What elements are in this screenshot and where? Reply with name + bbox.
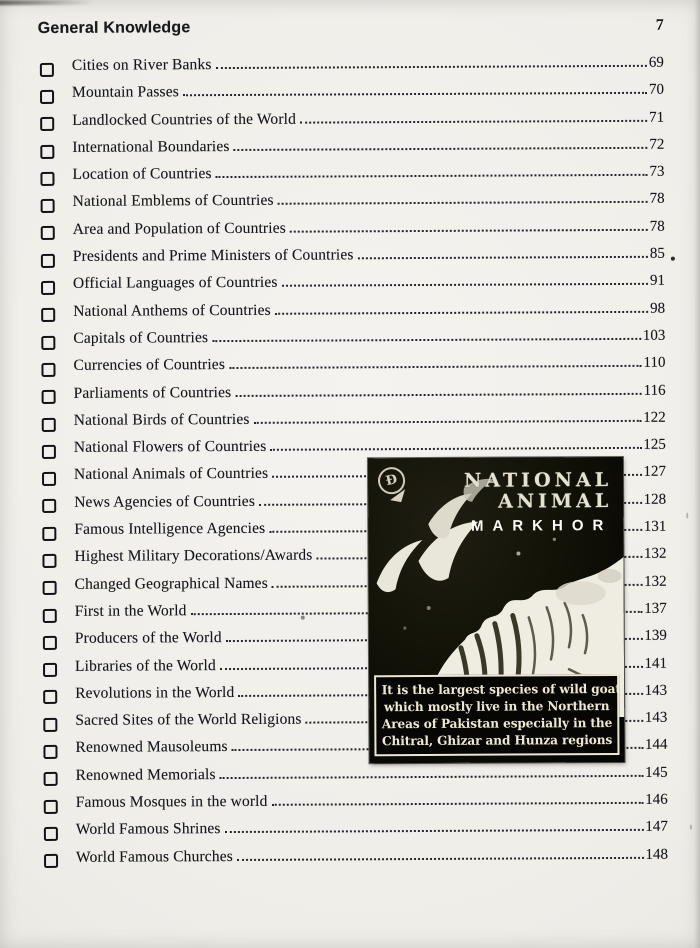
toc-entry-label: National Flowers of Countries: [73, 437, 267, 456]
inset-caption-line: Chitral, Ghizar and Hunza regions: [381, 732, 613, 749]
checkbox-icon: [41, 336, 55, 350]
checkbox-icon: [43, 581, 57, 595]
toc-entry-page: 69: [648, 54, 664, 71]
toc-entry-page: 71: [649, 109, 665, 126]
checkbox-icon: [40, 144, 54, 158]
toc-entry-label: Libraries of the World: [74, 656, 216, 675]
page-header: [38, 17, 664, 38]
inset-caption-line: Areas of Pakistan especially in the: [381, 715, 613, 732]
toc-entry-page: 143: [644, 682, 668, 699]
toc-entry-page: 122: [643, 409, 666, 426]
toc-row: [44, 763, 668, 794]
checkbox-icon: [40, 63, 54, 77]
toc-entry-page: 137: [644, 600, 667, 617]
scan-speck: [690, 825, 692, 830]
toc-entry-label: Currencies of Countries: [73, 356, 226, 375]
toc-row: [44, 818, 668, 849]
toc-entry-page: 70: [648, 82, 665, 99]
toc-entry-label: Producers of the World: [74, 629, 222, 648]
toc-row: [40, 108, 664, 139]
checkbox-icon: [40, 90, 54, 104]
dotted-leader: [278, 196, 648, 205]
markhor-inset-image: [368, 457, 625, 763]
toc-entry-label: National Birds of Countries: [73, 410, 250, 429]
dotted-leader: [237, 851, 644, 860]
toc-row: [41, 190, 665, 221]
toc-row: [40, 163, 664, 194]
toc-entry-label: Famous Mosques in the world: [75, 792, 268, 811]
toc-entry-page: 145: [645, 764, 668, 781]
checkbox-icon: [41, 254, 55, 268]
toc-row: [41, 218, 665, 249]
toc-entry-label: Area and Population of Countries: [72, 219, 286, 238]
toc-row: [40, 81, 664, 112]
toc-entry-label: International Boundaries: [72, 137, 230, 156]
checkbox-icon: [41, 226, 55, 240]
toc-entry-page: 116: [643, 382, 666, 399]
toc-entry-page: 143: [644, 709, 668, 726]
checkbox-icon: [42, 445, 56, 459]
toc-entry-label: Renowned Mausoleums: [75, 738, 228, 757]
dotted-leader: [358, 251, 648, 260]
toc-entry-page: 146: [645, 791, 668, 808]
toc-entry-label: Highest Military Decorations/Awards: [74, 546, 313, 566]
checkbox-icon: [42, 472, 56, 486]
dotted-leader: [212, 333, 641, 342]
scan-speck: [671, 257, 675, 261]
checkbox-icon: [43, 745, 57, 759]
toc-entry-page: 131: [643, 518, 667, 535]
scan-edge-shadow: [694, 0, 700, 948]
inset-caption-line: which mostly live in the Northern: [384, 698, 610, 715]
checkbox-icon: [41, 281, 55, 295]
toc-entry-label: Parliaments of Countries: [73, 383, 232, 402]
dotted-leader: [254, 415, 642, 424]
toc-row: [41, 245, 665, 276]
toc-entry-page: 98: [650, 300, 666, 317]
toc-entry-label: Mountain Passes: [71, 83, 179, 102]
toc-entry-page: 132: [643, 546, 667, 563]
dotted-leader: [290, 224, 648, 233]
toc-entry-page: 148: [645, 846, 669, 863]
toc-entry-label: World Famous Churches: [75, 847, 233, 866]
toc-entry-page: 139: [644, 627, 667, 645]
dotted-leader: [275, 305, 648, 314]
dotted-leader: [282, 278, 649, 287]
checkbox-icon: [42, 417, 56, 431]
toc-row: [41, 299, 665, 330]
publisher-logo-glyph: Ð: [384, 472, 399, 490]
toc-entry-label: News Agencies of Countries: [74, 492, 256, 511]
scan-speck: [686, 513, 688, 519]
dotted-leader: [235, 387, 641, 396]
checkbox-icon: [43, 636, 57, 650]
checkbox-icon: [43, 663, 57, 677]
toc-entry-page: 72: [649, 136, 665, 153]
toc-row: [42, 381, 666, 412]
toc-entry-label: Official Languages of Countries: [72, 274, 278, 293]
checkbox-icon: [43, 690, 57, 704]
inset-title-line-3: MARKHOR: [470, 517, 613, 535]
checkbox-icon: [42, 527, 56, 541]
toc-entry-label: Cities on River Banks: [71, 56, 212, 74]
toc-entry-label: Sacred Sites of the World Religions: [75, 710, 302, 729]
toc-entry-label: Famous Intelligence Agencies: [74, 519, 266, 538]
dotted-leader: [229, 360, 642, 369]
inset-caption: [374, 674, 619, 756]
checkbox-icon: [40, 172, 54, 186]
toc-entry-label: Revolutions in the World: [75, 683, 235, 702]
scan-smudge: [0, 0, 94, 5]
checkbox-icon: [42, 499, 56, 513]
toc-entry-page: 132: [644, 573, 667, 590]
toc-entry-label: First in the World: [74, 602, 187, 620]
toc-entry-label: Presidents and Prime Ministers of Countries: [72, 246, 354, 265]
page-header-title: General Knowledge: [37, 19, 191, 38]
toc-row: [41, 354, 665, 385]
toc-entry-label: Changed Geographical Names: [74, 574, 268, 593]
dotted-leader: [272, 797, 644, 806]
toc-entry-page: 103: [642, 327, 666, 344]
page-number: 7: [655, 16, 664, 34]
toc-entry-page: 78: [649, 218, 665, 235]
dotted-leader: [183, 87, 647, 96]
toc-row: [40, 136, 664, 167]
toc-entry-label: National Emblems of Countries: [72, 192, 274, 211]
toc-entry-label: Location of Countries: [72, 165, 212, 184]
checkbox-icon: [40, 117, 54, 131]
inset-caption-line: It is the largest species of wild goat: [381, 680, 621, 698]
toc-entry-page: 128: [643, 491, 667, 508]
toc-entry-page: 73: [649, 163, 665, 180]
checkbox-icon: [44, 772, 58, 786]
checkbox-icon: [44, 827, 58, 841]
inset-title-line-1: NATIONAL: [463, 469, 613, 492]
toc-entry-page: 125: [643, 436, 666, 453]
checkbox-icon: [43, 718, 57, 732]
checkbox-icon: [44, 854, 58, 868]
toc-entry-label: Renowned Memorials: [75, 765, 216, 784]
checkbox-icon: [42, 390, 56, 404]
toc-entry-label: Capitals of Countries: [73, 329, 209, 347]
checkbox-icon: [42, 554, 56, 568]
toc-row: [41, 272, 665, 303]
toc-row: [42, 409, 666, 440]
dotted-leader: [300, 114, 647, 123]
scan-speck: [301, 616, 305, 620]
toc-entry-page: 147: [645, 819, 668, 836]
dotted-leader: [234, 142, 648, 151]
checkbox-icon: [43, 608, 57, 622]
toc-entry-label: National Anthems of Countries: [73, 301, 271, 320]
toc-entry-page: 144: [644, 737, 668, 754]
dotted-leader: [270, 442, 641, 451]
toc-entry-page: 141: [644, 655, 668, 672]
checkbox-icon: [41, 363, 55, 377]
toc-row: [40, 54, 664, 85]
toc-row: [41, 327, 665, 358]
toc-row: [44, 791, 668, 822]
toc-entry-page: 78: [649, 191, 665, 208]
checkbox-icon: [41, 308, 55, 322]
dotted-leader: [225, 824, 644, 833]
toc-entry-page: 91: [649, 273, 666, 290]
inset-title-block: [464, 470, 612, 535]
inset-title-line-2: ANIMAL: [497, 490, 613, 513]
dotted-leader: [220, 770, 643, 779]
toc-entry-page: 110: [643, 354, 666, 372]
checkbox-icon: [41, 199, 55, 213]
toc-entry-label: World Famous Shrines: [75, 820, 221, 839]
toc-row: [44, 845, 668, 876]
toc-entry-page: 127: [643, 464, 667, 481]
dotted-leader: [216, 169, 648, 178]
dotted-leader: [216, 60, 647, 69]
toc-entry-label: National Animals of Countries: [73, 465, 269, 484]
checkbox-icon: [44, 800, 58, 814]
toc-entry-label: Landlocked Countries of the World: [72, 110, 297, 129]
toc-entry-page: 85: [649, 245, 665, 262]
